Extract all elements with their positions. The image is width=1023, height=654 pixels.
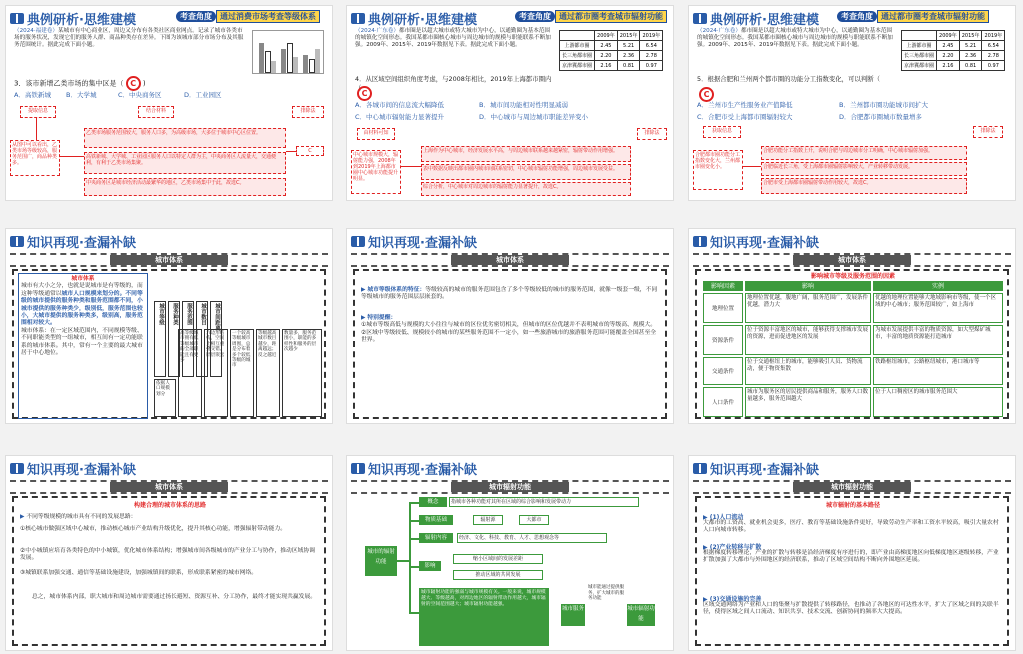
connector-line xyxy=(409,520,419,522)
question-stem: （2024·福建卷）某城市有中心商业区，周边又分布有各类社区商业网点。记录了城市各类市场的服务状况，发现它们的服务人群、商品种类存在差异。下图为该城市部分市场分布及其服务范围统计。据此完成下面小题。 xyxy=(14,28,244,48)
mindmap-root: 城市的辐射功能 xyxy=(365,546,397,576)
answer-circle: C xyxy=(357,86,372,101)
table-header-cell: 影响因素 xyxy=(703,281,743,291)
feature-text: ▶ 城市等级体系的特征：等级较高的城市的服务范围包含了多个等级较低的城市的服务范围，就像一级套一级，不同等级城市的服务范围层层嵌套的。 xyxy=(361,287,658,301)
annotation-box: 上海作为中心城市，经济发展水平高，与周边城市联系越来越紧密，辐射带动作用增强。 xyxy=(421,146,631,162)
slide-header: 典例研析·思维建模 xyxy=(10,9,136,28)
mindmap-node: 影响 xyxy=(419,561,441,571)
question-text: 5．根据合肥和兰州两个都市圈的功能分工指数变化，可以判断（ xyxy=(697,75,881,83)
table-cell: 优越的地理位置能够大地域影响市等级，使一个区域的中心城市；服务范围较广，如上海市 xyxy=(873,293,1003,323)
slide-1[interactable] xyxy=(5,5,333,201)
annotation-box: 高铁新城、大学城、工业园区服务人口以特定人群为主，中央商务区人流量大，交通便利，有利于乙类市场集聚。 xyxy=(84,152,286,174)
slide-5[interactable] xyxy=(346,228,674,424)
book-icon xyxy=(351,236,365,247)
table-cell: 位于人口稠密区的城市服务范围大 xyxy=(873,387,1003,417)
answer-circle: C xyxy=(126,76,141,91)
summary-text: 总之，城市体系内部，职大城市和周边城市需要通过扬长避短、资源互补、分工协作，最终才能实现共赢发展。 xyxy=(32,594,317,600)
mindmap-leaf: 城市能通过提供服务，扩大城市的服务功能 xyxy=(587,584,625,624)
mindmap-leaf: 缩小区域间的发展差距 xyxy=(453,554,543,564)
table-cell: 地理位置 xyxy=(703,293,743,323)
option-d[interactable]: D．合肥都市圈城市数量增多 xyxy=(839,113,923,121)
table-cell: 位于资源丰富地区的城市，能够获得支撑城市发展的资源，进而促进地区的发展 xyxy=(745,325,871,355)
subsection-text: 大都市的工资高、就业机会更多，医疗、教育等基础设施条件更好，导致劳动生产率和工资水平较高，吸引大量农村人口向城市转移。 xyxy=(703,520,999,534)
topic-tag: 考查角度 通过都市圈考查城市辐射功能 xyxy=(837,11,989,22)
answer-circle: C xyxy=(699,87,714,102)
column-header: 城市间距离 xyxy=(210,301,222,377)
table-cell: 交通条件 xyxy=(703,357,743,385)
column-cell: 数量多，服务范围小，职能的多样性和服务的层次越少 xyxy=(282,329,322,417)
book-icon xyxy=(10,13,24,24)
mindmap-leaf: 辐射源 xyxy=(473,515,503,525)
connector-line xyxy=(286,151,296,152)
mindmap-node: 城市辐射功能 xyxy=(627,604,655,626)
connector-line xyxy=(409,502,419,504)
column-header: 服务范围 xyxy=(182,301,194,377)
book-icon xyxy=(693,463,707,474)
list-item: ②中小城镇应培育各类特色的中小城镇，优化城市体系结构；增强城市间各级城市的产业分工与协作，推动区域协调发展。 xyxy=(20,548,316,562)
option-a[interactable]: A．兰州市生产性服务业产值降低 xyxy=(697,101,793,109)
bar xyxy=(281,49,286,73)
slide-header: 知识再现·查漏补缺 xyxy=(351,459,477,478)
slide-header: 知识再现·查漏补缺 xyxy=(10,459,136,478)
question-stem: （2024·广东卷）都市圈是以超大城市或特大城市为中心，以通勤圈为基本范围的城镇化空间形态。我国某都市圈核心城市与周边城市的规模与职能联系不断加强。2009年、2015年、2019年数据见下表。据此完成下面小题。 xyxy=(355,28,551,48)
slide-7[interactable] xyxy=(5,455,333,651)
mindmap-leaf: 推动区域的共同发展 xyxy=(453,570,543,580)
connector-line xyxy=(397,560,409,562)
annotation-box: 提取信息 xyxy=(20,106,56,118)
table-header-cell: 影响 xyxy=(745,281,871,291)
column-cell: 高等级城市拥有低等级城市的全部职能且有更多 xyxy=(178,329,202,417)
table-header-cell: 实例 xyxy=(873,281,1003,291)
column-cell: 依据人口规模划分 xyxy=(154,379,176,417)
option-a[interactable]: A．高铁新城 xyxy=(14,91,51,99)
slide-3[interactable] xyxy=(688,5,1016,201)
mindmap-node: 物质基础 xyxy=(419,515,453,525)
bar xyxy=(293,57,298,73)
table-cell: 为城市发展提供丰富的物质资源，如大型煤矿城市，丰富的地质资源能打造城市 xyxy=(873,325,1003,355)
subsection-title: ▶ (1)人口流动 xyxy=(703,514,744,521)
table-cell: 人口条件 xyxy=(703,387,743,417)
table-cell: 位于交通枢纽上的城市，能够吸引人员、货物流动，便于物资集散 xyxy=(745,357,871,385)
option-c[interactable]: C．中心城市辐射能力显著提升 xyxy=(355,113,445,121)
question-stem: （2024·广东卷）都市圈是以超大城市或特大城市为中心，以通勤圈为基本范围的城镇化空间形态。我国某都市圈核心城市与周边城市的规模与职能联系不断加强。2009年、2015年、2019年数据见下表。据此完成下面小题。 xyxy=(697,28,893,48)
slide-header: 典例研析·思维建模 xyxy=(693,9,819,28)
column-header: 城市等级 xyxy=(154,301,166,377)
connector-line xyxy=(36,118,37,140)
reminder-text: ▶ 特别提醒： ①城市等级高低与规模的大小往往与城市的区位优劣密切相关，但城市的区位优越并不表明城市的等级高、规模大。②区域中等级较低、规模较小的城市的某些服务范围不一定小，如一些旅游城市的旅游服务范围可能覆盖全国甚至全世界。 xyxy=(361,315,657,344)
column-header: 服务种类 xyxy=(168,301,180,377)
annotation-box: 获取信息 xyxy=(703,126,741,138)
subsection-text: 区域交通网络为产业和人口的集聚与扩散提供了转移路径，也推动了各地区的可达性水平，扩大了区域之间的关联半径，使得区域之间人口流动、知识共享、技术交流、创新协同的频率大大提高。 xyxy=(703,602,999,616)
column-cell: 六边形结构，空间上相互重叠交错、层层嵌套 xyxy=(204,329,228,417)
topic-tag: 考查角度 通过都市圈考查城市辐射功能 xyxy=(515,11,667,22)
book-icon xyxy=(693,236,707,247)
bar-chart xyxy=(252,30,324,74)
topic-tag: 考查角度 通过消费市场考查等级体系 xyxy=(176,11,320,22)
connector-line xyxy=(409,538,419,540)
book-icon xyxy=(10,236,24,247)
section-band: 城市体系 xyxy=(10,480,328,494)
option-b[interactable]: B．城市间功能相对性明显减弱 xyxy=(479,101,568,109)
option-c[interactable]: C．中央商务区 xyxy=(118,91,162,99)
annotation-box: 合肥都市圈功能分工指数变化大，兰州都市圈变化小。 xyxy=(693,150,743,190)
bar xyxy=(259,43,264,73)
bar xyxy=(315,49,320,73)
connector-line xyxy=(409,566,419,568)
table-cell: 城市为服务区的居民提供商品和服务，服务人口数量越多，服务范围越大 xyxy=(745,387,871,417)
question-text: 3．该市新增乙类市场的集中区是（ C ) xyxy=(14,76,146,91)
book-icon xyxy=(693,13,707,24)
column-header: 城市数目 xyxy=(196,301,208,377)
annotation-box: 合肥市受上海都市圈辐射带动作用较大，故选C。 xyxy=(761,178,967,194)
slide-header: 知识再现·查漏补缺 xyxy=(693,459,819,478)
mindmap-leaf: 经济、文化、科技、教育、人才、思想观念等 xyxy=(457,533,607,543)
annotation-box: 结合材料 xyxy=(138,106,174,118)
annotation-box: 排除法 xyxy=(973,126,1003,138)
option-d[interactable]: D．工业园区 xyxy=(184,91,222,99)
annotation-box: 从图中可以看出，乙类市场等级较高，服务范围广，商品种类多。 xyxy=(10,140,60,176)
book-icon xyxy=(10,463,24,474)
annotation-box: 乙类市场服务范围较大，服务人口多，为高级市场，大多位于城市中心区位置。 xyxy=(84,128,286,148)
annotation-box: 中心城市规模大，辐射能力强，2008年到2019年上海都市圈中心城市功能提升明显。 xyxy=(351,150,401,194)
annotation-box: 合肥临近长三角，受上海都市圈辐射影响较大，产业转移带动发展。 xyxy=(761,162,967,176)
section-title: 城市辐射的基本路径 xyxy=(825,502,880,509)
text-panel: 城市体系 城市有大小之分，也就是说城市是有等级的，而这种等级通常以城市人口规模来划分的。不同等级的城市提供的服务种类和服务范围都不同，小城市提供的服务种类少，级别低，服务范围也较小，大城市提供的服务种类多，级别高，服务范围相对较大。 城市体系：在一定区域范围内，不同规模等级、不同职能类型的一组城市，相互间有一定功能联系的城市体系。其中，常有一个主要的最大城市居于中心地位。 xyxy=(18,273,148,419)
option-d[interactable]: D．中心城市与周边城市职能差异变小 xyxy=(479,113,589,121)
section-band: 城市体系 xyxy=(10,253,328,267)
section-title: 构建合理的城市体系的思路 xyxy=(133,502,206,509)
slide-9[interactable] xyxy=(688,455,1016,651)
column-cell: 等级越高城市数目越少，距离越远；反之越近 xyxy=(256,329,280,417)
connector-line xyxy=(409,612,419,614)
slide-header: 知识再现·查漏补缺 xyxy=(351,232,477,251)
mindmap-leaf: 大都市 xyxy=(519,515,549,525)
slide-6[interactable] xyxy=(688,228,1016,424)
section-band: 城市辐射功能 xyxy=(693,480,1011,494)
mindmap-node: 辐射内容 xyxy=(419,533,453,543)
list-item: ①核心城市做强区域中心城市，推动核心城市产业结构升级优化，提升其核心功能，增强辐射带动能力。 xyxy=(20,526,287,532)
slide-header: 典例研析·思维建模 xyxy=(351,9,477,28)
slide-4[interactable] xyxy=(5,228,333,424)
annotation-box: 由材料可知 xyxy=(357,128,395,140)
column-cell: 一个较高等级城市周围，总是分布着多个较低等级的城市 xyxy=(230,329,254,417)
mindmap-node: 概念 xyxy=(419,497,447,507)
list-item: ③城镇联系加强交通、通信等基础设施建设，加强城镇间的联系，形成联系紧密的城市网络。 xyxy=(20,570,258,576)
connector-line xyxy=(60,156,84,157)
bar xyxy=(303,55,308,73)
slide-header: 知识再现·查漏补缺 xyxy=(10,232,136,251)
question-text: 4．从区域空间组织角度考虑，与2008年相比，2019年上海都市圈内（ xyxy=(355,75,552,92)
section-band: 城市体系 xyxy=(351,253,669,267)
intro-text: ▶ 不同等级规模的城市具有不同的发展思路： xyxy=(20,514,137,520)
table-cell: 资源条件 xyxy=(703,325,743,355)
annotation-box: 排除法 xyxy=(292,106,324,118)
slide-header: 知识再现·查漏补缺 xyxy=(693,232,819,251)
bar xyxy=(271,61,276,73)
slide-2[interactable] xyxy=(346,5,674,201)
section-band: 城市辐射功能 xyxy=(351,480,669,494)
table-title: 影响城市等级及服务范围的因素 xyxy=(810,273,895,280)
annotation-box: 合肥功能分工指数上升，说明合肥与周边城市分工明确，中心城市辐射加强。 xyxy=(761,146,967,160)
annotation-box: 表中数据反映出都市圈内城市间联系密切，中心城市辐射功能增强，周边城市发展受益。 xyxy=(421,164,631,180)
annotation-box: 中央商务区是城市经济活动最繁华的地区，乙类市场集中于此，故选C。 xyxy=(84,178,286,196)
connector-line xyxy=(409,502,411,612)
connector-line xyxy=(743,166,761,167)
option-b[interactable]: B．兰州都市圈功能城市间扩大 xyxy=(839,101,928,109)
mindmap-leaf: 城市辐射功能的强弱与城市规模有关。一般来说，城市规模越大、等级越高，对周边地区的辐射带动作用越大，城市辐射的空间范围越大；城市辐射功能越强。 xyxy=(419,588,549,646)
data-table: 2009年 2015年 2019年 上游都市圈 2.45 5.21 6.54 长三角都市圈 2.20 2.36 2.78 京津冀都市圈 2.16 0.81 0.97 xyxy=(559,30,663,71)
option-c[interactable]: C．合肥市受上海都市圈辐射较大 xyxy=(697,113,793,121)
table-cell: 铁路枢纽城市，公路枢纽城市，港口城市等 xyxy=(873,357,1003,385)
mindmap-node: 城市服务 xyxy=(561,604,585,626)
annotation-box: 综合分析，中心城市对周边城市的辐射能力显著提升，故选C。 xyxy=(421,182,631,196)
slide-8[interactable] xyxy=(346,455,674,651)
subsection-title: ▶ (3)交通设施的完善 xyxy=(703,596,762,603)
book-icon xyxy=(351,463,365,474)
annotation-box: 排除法 xyxy=(637,128,667,140)
connector-line xyxy=(401,166,421,167)
section-band: 城市体系 xyxy=(693,253,1011,267)
data-table: 2009年 2015年 2019年 上游都市圈 2.45 5.21 6.54 长三角都市圈 2.20 2.36 2.78 京津冀都市圈 2.16 0.81 0.97 xyxy=(901,30,1005,71)
book-icon xyxy=(351,13,365,24)
subsection-title: ▶ (2)产业转移与扩散 xyxy=(703,544,762,551)
subsection-text: 根据梯度转移理论，产业的扩散与转移是沿经济梯度有序进行的，即产业由高梯度地区向低梯度地区逐级转移，产业扩散加强了大都市与外围地区的经济联系，推动了区域空间结构不断向外围地区延展。 xyxy=(703,550,999,564)
option-a[interactable]: A．各城市间的信息流大幅降低 xyxy=(355,101,444,109)
table-cell: 地理位置优越，腹地广阔，服务范围广，发展条件优越，潜力大 xyxy=(745,293,871,323)
mindmap-leaf: 指城市各种功能对其所在区域的综合影响和发展带动力 xyxy=(449,497,639,507)
annotation-box: C xyxy=(296,146,324,156)
option-b[interactable]: B．大学城 xyxy=(66,91,97,99)
